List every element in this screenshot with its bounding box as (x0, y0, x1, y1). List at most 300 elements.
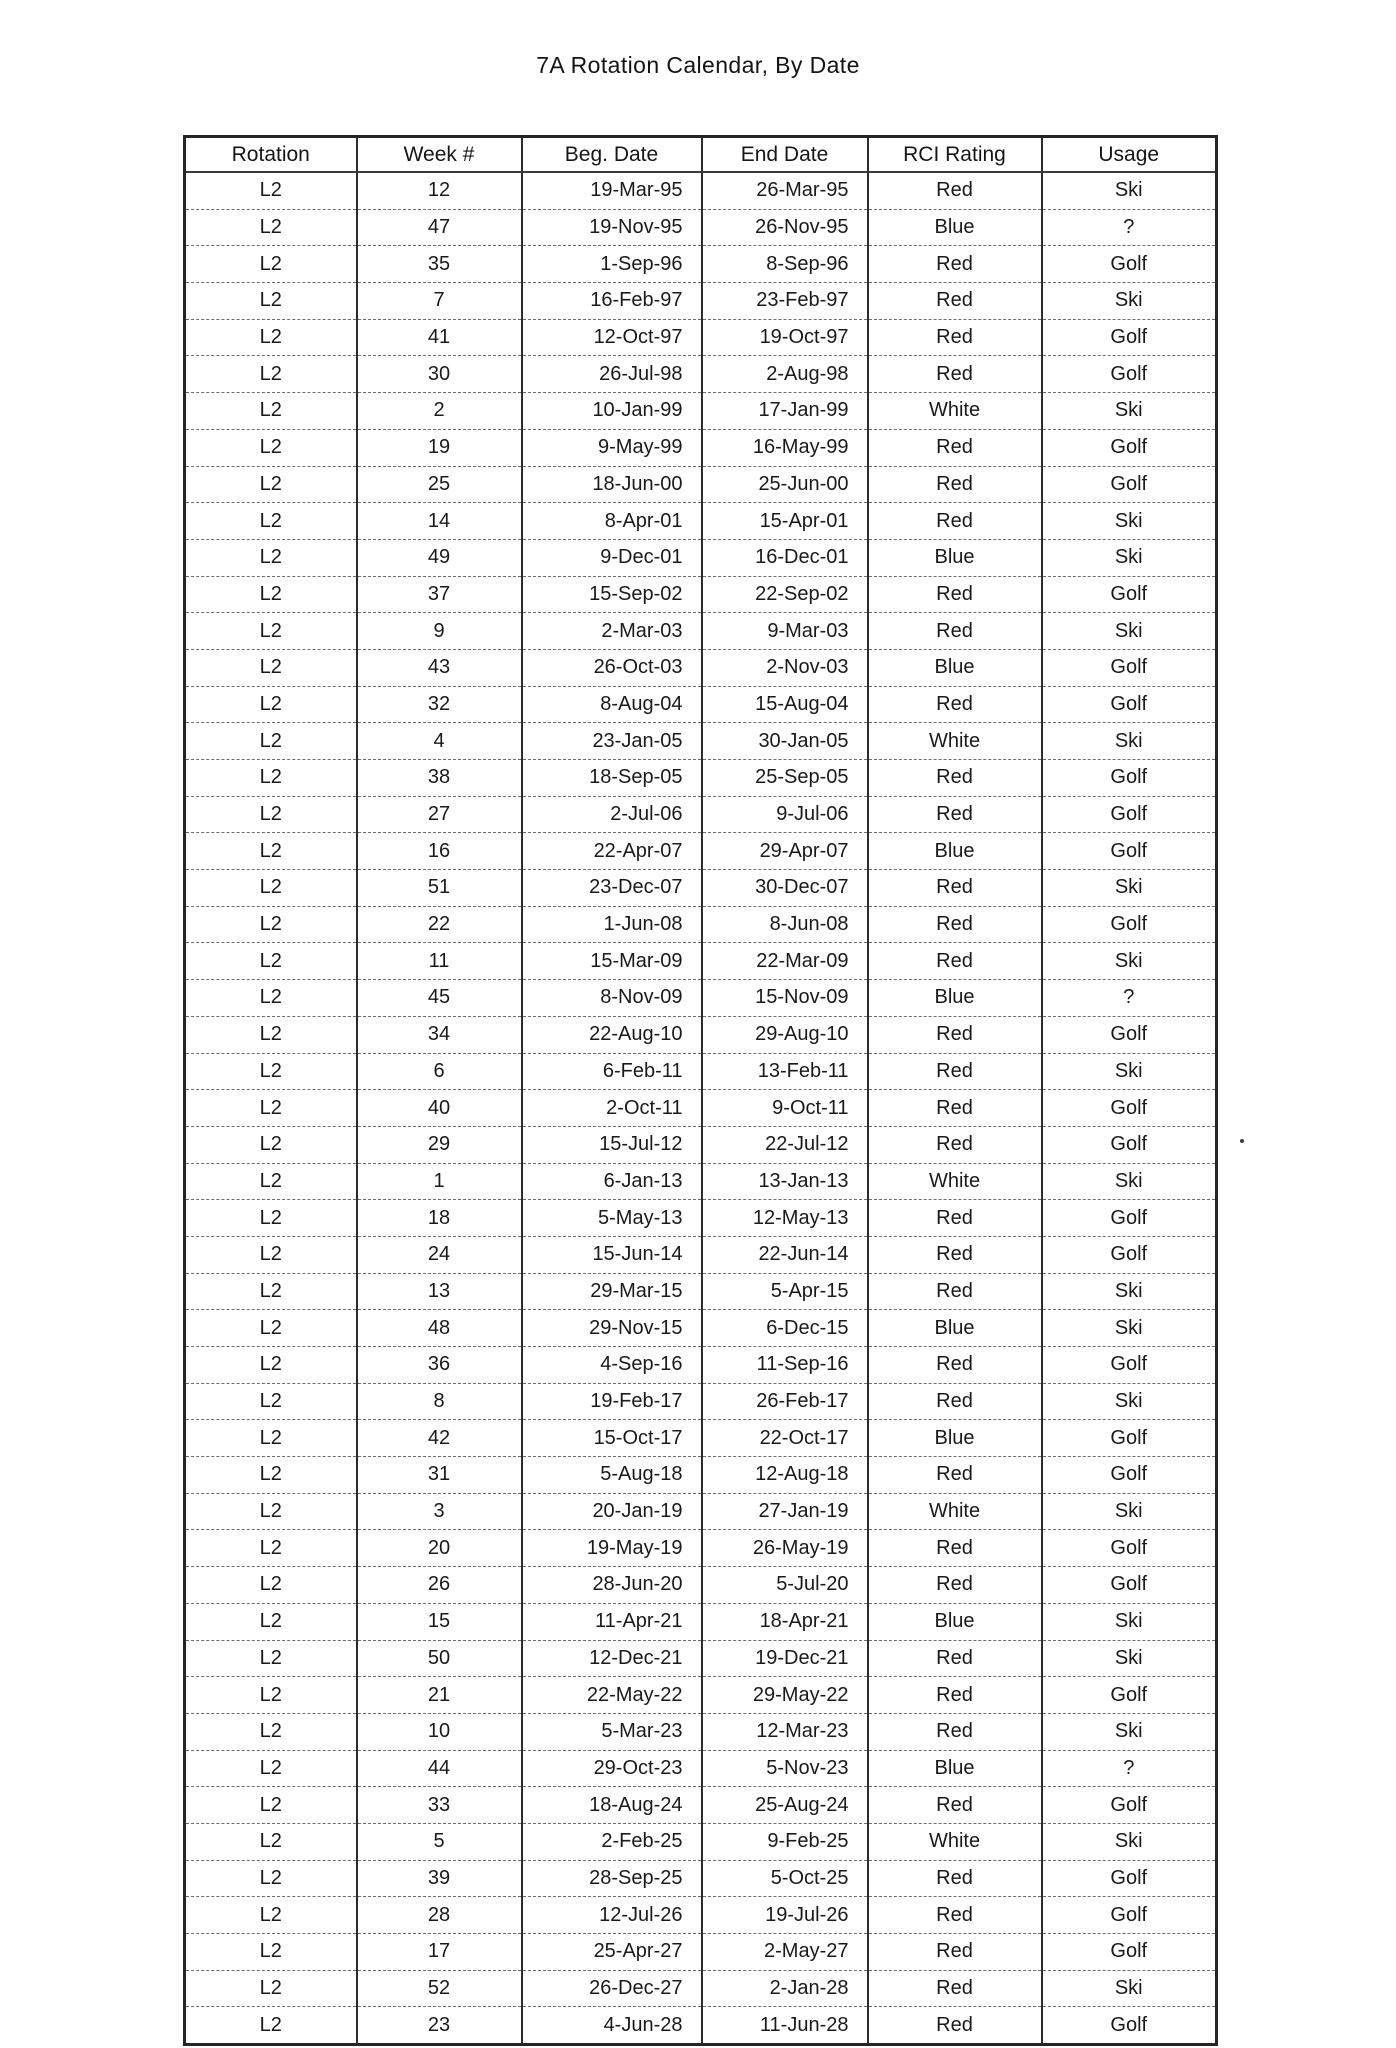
cell-rotation: L2 (185, 870, 357, 907)
cell-end-date: 22-Jul-12 (702, 1126, 868, 1163)
cell-usage: Ski (1042, 943, 1217, 980)
cell-rci-rating: Blue (868, 1420, 1042, 1457)
cell-end-date: 22-Oct-17 (702, 1420, 868, 1457)
cell-beg-date: 26-Oct-03 (522, 649, 702, 686)
table-row (185, 723, 1217, 760)
cell-week-number: 37 (357, 576, 522, 613)
cell-rotation: L2 (185, 980, 357, 1017)
cell-week-number: 45 (357, 980, 522, 1017)
cell-usage: Ski (1042, 539, 1217, 576)
cell-week-number: 36 (357, 1347, 522, 1384)
table-row (185, 1457, 1217, 1494)
cell-usage: Golf (1042, 906, 1217, 943)
cell-end-date: 8-Sep-96 (702, 246, 868, 283)
cell-usage: Golf (1042, 356, 1217, 393)
cell-rotation: L2 (185, 906, 357, 943)
cell-end-date: 12-May-13 (702, 1200, 868, 1237)
cell-usage: Ski (1042, 1163, 1217, 1200)
cell-beg-date: 29-Mar-15 (522, 1273, 702, 1310)
cell-rotation: L2 (185, 1163, 357, 1200)
cell-rci-rating: Red (868, 576, 1042, 613)
cell-usage: Golf (1042, 429, 1217, 466)
table-row (185, 1713, 1217, 1750)
cell-week-number: 18 (357, 1200, 522, 1237)
cell-beg-date: 15-Sep-02 (522, 576, 702, 613)
cell-rotation: L2 (185, 2007, 357, 2045)
table-row (185, 209, 1217, 246)
cell-beg-date: 2-Mar-03 (522, 613, 702, 650)
cell-week-number: 38 (357, 760, 522, 797)
cell-week-number: 47 (357, 209, 522, 246)
cell-rci-rating: Red (868, 2007, 1042, 2045)
cell-rotation: L2 (185, 1420, 357, 1457)
cell-beg-date: 16-Feb-97 (522, 283, 702, 320)
table-row (185, 393, 1217, 430)
cell-rotation: L2 (185, 723, 357, 760)
cell-usage: Golf (1042, 1016, 1217, 1053)
cell-rotation: L2 (185, 283, 357, 320)
cell-week-number: 19 (357, 429, 522, 466)
cell-usage: Ski (1042, 1640, 1217, 1677)
cell-usage: Golf (1042, 2007, 1217, 2045)
cell-week-number: 14 (357, 503, 522, 540)
cell-rci-rating: Red (868, 319, 1042, 356)
cell-rci-rating: Blue (868, 649, 1042, 686)
cell-end-date: 19-Jul-26 (702, 1897, 868, 1934)
cell-rotation: L2 (259, 179, 282, 202)
cell-end-date: 11-Jun-28 (702, 2007, 868, 2045)
cell-rotation: L2 (185, 356, 357, 393)
cell-beg-date: 8-Aug-04 (522, 686, 702, 723)
cell-rotation: L2 (185, 1347, 357, 1384)
table-row (185, 466, 1217, 503)
header-row (185, 137, 1217, 173)
cell-rci-rating: Blue (868, 980, 1042, 1017)
cell-rci-rating: Red (868, 870, 1042, 907)
cell-end-date: 17-Jan-99 (702, 393, 868, 430)
cell-rci-rating: Red (868, 1347, 1042, 1384)
cell-beg-date: 18-Aug-24 (522, 1787, 702, 1824)
cell-beg-date: 18-Sep-05 (522, 760, 702, 797)
table-row (185, 1603, 1217, 1640)
table-row (185, 833, 1217, 870)
cell-rotation: L2 (185, 1750, 357, 1787)
cell-end-date: 22-Jun-14 (702, 1236, 868, 1273)
cell-usage: Golf (1042, 1567, 1217, 1604)
cell-usage: Ski (1042, 393, 1217, 430)
cell-week-number: 13 (357, 1273, 522, 1310)
cell-usage: Golf (1042, 1860, 1217, 1897)
cell-beg-date: 2-Feb-25 (522, 1823, 702, 1860)
cell-rci-rating: Red (868, 686, 1042, 723)
cell-usage: Ski (1042, 1970, 1217, 2007)
cell-end-date: 23-Feb-97 (702, 283, 868, 320)
cell-rci-rating: Red (868, 906, 1042, 943)
cell-end-date: 29-Apr-07 (702, 833, 868, 870)
cell-rci-rating: Red (868, 1457, 1042, 1494)
cell-beg-date: 29-Oct-23 (522, 1750, 702, 1787)
cell-beg-date: 25-Apr-27 (522, 1934, 702, 1971)
cell-usage: Ski (1042, 1493, 1217, 1530)
cell-week-number: 43 (357, 649, 522, 686)
cell-week-number: 48 (357, 1310, 522, 1347)
cell-end-date: 19-Dec-21 (702, 1640, 868, 1677)
cell-end-date: 26-Mar-95 (702, 172, 868, 209)
table-row (185, 1640, 1217, 1677)
cell-beg-date: 12-Jul-26 (522, 1897, 702, 1934)
table-row (185, 1126, 1217, 1163)
cell-rci-rating: Red (868, 1090, 1042, 1127)
cell-end-date: 13-Feb-11 (702, 1053, 868, 1090)
cell-end-date: 15-Aug-04 (702, 686, 868, 723)
cell-rci-rating: Red (868, 1383, 1042, 1420)
cell-rotation: L2 (185, 1457, 357, 1494)
cell-usage: Ski (1042, 1713, 1217, 1750)
cell-end-date: 9-Jul-06 (702, 796, 868, 833)
cell-rci-rating: Red (868, 429, 1042, 466)
cell-beg-date: 19-May-19 (522, 1530, 702, 1567)
cell-usage: Golf (1042, 833, 1217, 870)
cell-week-number: 28 (357, 1897, 522, 1934)
cell-end-date: 25-Aug-24 (702, 1787, 868, 1824)
cell-rci-rating: Red (868, 1236, 1042, 1273)
table-row (185, 649, 1217, 686)
cell-rotation: L2 (185, 1713, 357, 1750)
cell-rci-rating: Red (868, 172, 1042, 209)
cell-rci-rating: Red (868, 246, 1042, 283)
cell-end-date: 2-Jan-28 (702, 1970, 868, 2007)
cell-rci-rating: Blue (868, 1310, 1042, 1347)
table-row (185, 1347, 1217, 1384)
column-header-week: Week # (357, 137, 522, 173)
cell-rci-rating: Blue (868, 539, 1042, 576)
cell-usage: Ski (1042, 613, 1217, 650)
cell-end-date: 5-Apr-15 (702, 1273, 868, 1310)
cell-rci-rating: White (868, 723, 1042, 760)
cell-rci-rating: Red (868, 1713, 1042, 1750)
cell-rotation: L2 (185, 1934, 357, 1971)
cell-beg-date: 28-Jun-20 (522, 1567, 702, 1604)
table-row (185, 1016, 1217, 1053)
cell-beg-date: 5-Aug-18 (522, 1457, 702, 1494)
cell-week-number: 15 (357, 1603, 522, 1640)
cell-beg-date: 23-Jan-05 (522, 723, 702, 760)
cell-week-number: 26 (357, 1567, 522, 1604)
cell-end-date: 2-May-27 (702, 1934, 868, 1971)
table-row (185, 1860, 1217, 1897)
table-row (185, 319, 1217, 356)
table-body (185, 172, 1217, 2045)
cell-week-number: 51 (357, 870, 522, 907)
cell-week-number: 21 (357, 1677, 522, 1714)
table-row (185, 356, 1217, 393)
cell-usage: Golf (1042, 686, 1217, 723)
cell-beg-date: 4-Sep-16 (522, 1347, 702, 1384)
cell-week-number: 23 (357, 2007, 522, 2045)
cell-usage: Golf (1042, 1200, 1217, 1237)
column-header-beg-date: Beg. Date (522, 137, 702, 173)
cell-week-number: 4 (357, 723, 522, 760)
cell-end-date: 2-Aug-98 (702, 356, 868, 393)
cell-beg-date: 4-Jun-28 (522, 2007, 702, 2045)
cell-end-date: 5-Nov-23 (702, 1750, 868, 1787)
cell-end-date: 6-Dec-15 (702, 1310, 868, 1347)
table-row (185, 1236, 1217, 1273)
cell-end-date: 15-Apr-01 (702, 503, 868, 540)
cell-beg-date: 15-Jul-12 (522, 1126, 702, 1163)
cell-beg-date: 11-Apr-21 (522, 1603, 702, 1640)
cell-week-number: 33 (357, 1787, 522, 1824)
cell-rci-rating: Red (868, 1860, 1042, 1897)
cell-rci-rating: Blue (868, 209, 1042, 246)
cell-end-date: 13-Jan-13 (702, 1163, 868, 1200)
cell-week-number: 39 (357, 1860, 522, 1897)
cell-rci-rating: Red (868, 1530, 1042, 1567)
cell-usage: Ski (1042, 1603, 1217, 1640)
cell-rci-rating: Red (868, 943, 1042, 980)
table-row (185, 1970, 1217, 2007)
cell-end-date: 26-Feb-17 (702, 1383, 868, 1420)
cell-week-number: 42 (357, 1420, 522, 1457)
cell-usage: Ski (1042, 723, 1217, 760)
cell-end-date: 30-Jan-05 (702, 723, 868, 760)
cell-rci-rating: Red (868, 1897, 1042, 1934)
cell-rci-rating: Blue (868, 1603, 1042, 1640)
cell-end-date: 5-Jul-20 (702, 1567, 868, 1604)
cell-end-date: 26-May-19 (702, 1530, 868, 1567)
cell-end-date: 25-Sep-05 (702, 760, 868, 797)
cell-end-date: 22-Sep-02 (702, 576, 868, 613)
column-header-usage: Usage (1042, 137, 1217, 173)
table-row (185, 686, 1217, 723)
cell-usage: Ski (1042, 1310, 1217, 1347)
cell-beg-date: 22-May-22 (522, 1677, 702, 1714)
table-row (185, 1750, 1217, 1787)
cell-rci-rating: Red (868, 283, 1042, 320)
table-header (185, 137, 1217, 173)
cell-end-date: 16-May-99 (702, 429, 868, 466)
cell-beg-date: 22-Aug-10 (522, 1016, 702, 1053)
cell-week-number: 17 (357, 1934, 522, 1971)
cell-rotation: L2 (185, 1200, 357, 1237)
cell-week-number: 25 (357, 466, 522, 503)
table-row (185, 1823, 1217, 1860)
cell-week-number: 52 (357, 1970, 522, 2007)
table-row (185, 246, 1217, 283)
cell-end-date: 15-Nov-09 (702, 980, 868, 1017)
cell-beg-date: 22-Apr-07 (522, 833, 702, 870)
cell-week-number: 49 (357, 539, 522, 576)
cell-week-number: 8 (357, 1383, 522, 1420)
cell-end-date: 12-Mar-23 (702, 1713, 868, 1750)
table-row (185, 1163, 1217, 1200)
cell-end-date: 9-Oct-11 (702, 1090, 868, 1127)
cell-beg-date: 15-Oct-17 (522, 1420, 702, 1457)
cell-usage: Golf (1042, 466, 1217, 503)
table-row (185, 283, 1217, 320)
cell-end-date: 29-May-22 (702, 1677, 868, 1714)
cell-week-number: 10 (357, 1713, 522, 1750)
cell-rotation: L2 (185, 1640, 357, 1677)
cell-week-number: 1 (357, 1163, 522, 1200)
cell-beg-date: 6-Feb-11 (522, 1053, 702, 1090)
cell-rotation: L2 (185, 1310, 357, 1347)
cell-usage: Ski (1042, 1273, 1217, 1310)
cell-rci-rating: Red (868, 1934, 1042, 1971)
cell-week-number: 24 (357, 1236, 522, 1273)
cell-usage: Golf (1042, 1787, 1217, 1824)
cell-usage: Golf (1042, 760, 1217, 797)
cell-beg-date: 5-Mar-23 (522, 1713, 702, 1750)
cell-week-number: 29 (357, 1126, 522, 1163)
cell-rotation: L2 (185, 319, 357, 356)
table-row (185, 503, 1217, 540)
cell-beg-date: 29-Nov-15 (522, 1310, 702, 1347)
cell-rotation: L2 (185, 246, 357, 283)
cell-beg-date: 1-Jun-08 (522, 906, 702, 943)
cell-week-number: 40 (357, 1090, 522, 1127)
cell-rci-rating: Red (868, 1053, 1042, 1090)
column-header-end-date: End Date (702, 137, 868, 173)
cell-week-number: 50 (357, 1640, 522, 1677)
rotation-calendar-table (183, 135, 1218, 2046)
cell-rotation: L2 (185, 1090, 357, 1127)
cell-beg-date: 12-Oct-97 (522, 319, 702, 356)
cell-rotation: L2 (185, 833, 357, 870)
table-row (185, 1677, 1217, 1714)
table-row (185, 1493, 1217, 1530)
cell-end-date: 2-Nov-03 (702, 649, 868, 686)
cell-usage: Ski (1042, 1823, 1217, 1860)
table-row (185, 760, 1217, 797)
cell-beg-date: 8-Apr-01 (522, 503, 702, 540)
cell-week-number: 9 (357, 613, 522, 650)
cell-week-number: 16 (357, 833, 522, 870)
table-row (185, 980, 1217, 1017)
cell-usage: Golf (1042, 649, 1217, 686)
table-row (185, 796, 1217, 833)
cell-beg-date: 26-Dec-27 (522, 1970, 702, 2007)
cell-beg-date: 10-Jan-99 (522, 393, 702, 430)
cell-usage: Ski (1042, 503, 1217, 540)
cell-beg-date: 8-Nov-09 (522, 980, 702, 1017)
cell-rotation: L2 (185, 1860, 357, 1897)
cell-rci-rating: White (868, 1163, 1042, 1200)
cell-week-number: 30 (357, 356, 522, 393)
cell-usage: Ski (1042, 870, 1217, 907)
cell-end-date: 16-Dec-01 (702, 539, 868, 576)
cell-beg-date: 18-Jun-00 (522, 466, 702, 503)
cell-usage: Ski (1042, 1383, 1217, 1420)
cell-week-number: 6 (357, 1053, 522, 1090)
cell-week-number: 3 (357, 1493, 522, 1530)
cell-beg-date: 2-Jul-06 (522, 796, 702, 833)
cell-beg-date: 6-Jan-13 (522, 1163, 702, 1200)
table-row (185, 1310, 1217, 1347)
cell-beg-date: 9-Dec-01 (522, 539, 702, 576)
table-row (185, 943, 1217, 980)
cell-end-date: 22-Mar-09 (702, 943, 868, 980)
cell-rotation: L2 (185, 1823, 357, 1860)
cell-usage: Golf (1042, 796, 1217, 833)
cell-rotation: L2 (185, 209, 357, 246)
cell-rotation: L2 (185, 686, 357, 723)
cell-week-number: 41 (357, 319, 522, 356)
table-row (185, 906, 1217, 943)
cell-end-date: 5-Oct-25 (702, 1860, 868, 1897)
cell-rci-rating: Red (868, 1273, 1042, 1310)
cell-rotation: L2 (185, 613, 357, 650)
cell-rci-rating: White (868, 1823, 1042, 1860)
table-row (185, 1273, 1217, 1310)
cell-beg-date: 28-Sep-25 (522, 1860, 702, 1897)
cell-week-number: 22 (357, 906, 522, 943)
cell-rci-rating: White (868, 1493, 1042, 1530)
cell-rotation: L2 (185, 1273, 357, 1310)
cell-rci-rating: Red (868, 613, 1042, 650)
cell-rotation: L2 (185, 1016, 357, 1053)
cell-usage: ? (1042, 980, 1217, 1017)
cell-rci-rating: Red (868, 503, 1042, 540)
cell-rotation: L2 (185, 1126, 357, 1163)
cell-rotation: L2 (185, 466, 357, 503)
cell-usage: Golf (1042, 1677, 1217, 1714)
cell-week-number: 11 (357, 943, 522, 980)
cell-beg-date: 1-Sep-96 (522, 246, 702, 283)
cell-rci-rating: Red (868, 1970, 1042, 2007)
cell-beg-date: 5-May-13 (522, 1200, 702, 1237)
cell-end-date: 30-Dec-07 (702, 870, 868, 907)
cell-week-number: 34 (357, 1016, 522, 1053)
cell-rotation: L2 (185, 1787, 357, 1824)
cell-usage: Golf (1042, 576, 1217, 613)
cell-end-date: 27-Jan-19 (702, 1493, 868, 1530)
cell-usage: Golf (1042, 319, 1217, 356)
cell-rci-rating: White (868, 393, 1042, 430)
table-row (185, 1090, 1217, 1127)
cell-rotation: L2 (185, 1677, 357, 1714)
table-row (185, 613, 1217, 650)
cell-rotation: L2 (185, 1053, 357, 1090)
table-row (185, 1200, 1217, 1237)
cell-rci-rating: Red (868, 1787, 1042, 1824)
cell-rotation: L2 (185, 796, 357, 833)
table-row (185, 172, 1217, 209)
cell-usage: Golf (1042, 1897, 1217, 1934)
cell-usage: Golf (1042, 246, 1217, 283)
cell-week-number: 31 (357, 1457, 522, 1494)
cell-beg-date: 23-Dec-07 (522, 870, 702, 907)
cell-usage: Golf (1042, 1420, 1217, 1457)
cell-rotation: L2 (185, 649, 357, 686)
cell-usage: Golf (1042, 1457, 1217, 1494)
cell-beg-date: 19-Mar-95 (522, 172, 702, 209)
cell-rci-rating: Red (868, 466, 1042, 503)
cell-end-date: 19-Oct-97 (702, 319, 868, 356)
cell-end-date: 26-Nov-95 (702, 209, 868, 246)
cell-rotation: L2 (185, 1493, 357, 1530)
table-row (185, 1787, 1217, 1824)
cell-usage: Golf (1042, 1530, 1217, 1567)
cell-rotation: L2 (185, 760, 357, 797)
cell-rotation: L2 (185, 429, 357, 466)
table-row (185, 1567, 1217, 1604)
cell-rci-rating: Red (868, 1567, 1042, 1604)
table-row (185, 1934, 1217, 1971)
page-title: 7A Rotation Calendar, By Date (536, 52, 860, 78)
cell-usage: Ski (1042, 172, 1217, 209)
cell-week-number: 20 (357, 1530, 522, 1567)
